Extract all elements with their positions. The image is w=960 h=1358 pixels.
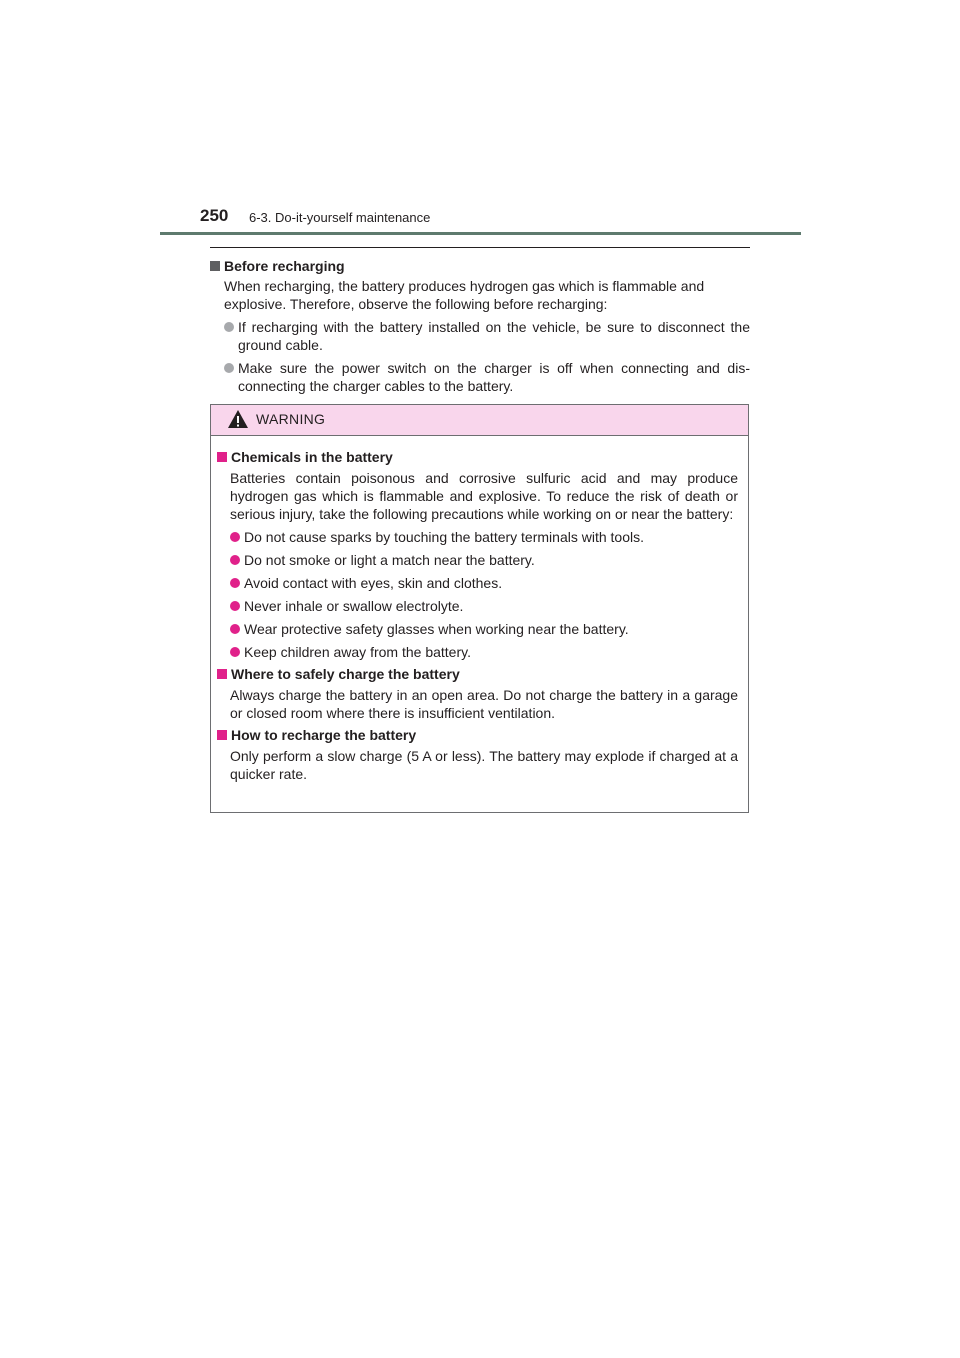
page-header (160, 204, 801, 238)
list-item: Wear protective safety glasses when working near the battery. (217, 620, 738, 638)
before-recharging-intro: When recharging, the battery produces hydrogen gas which is flammable and explosive. Therefore, observe the following before recharging: (224, 278, 705, 312)
where-to-charge-text: Always charge the battery in an open area. Do not charge the battery in a garage or closed room where there is insufficient ventilation. (230, 687, 738, 721)
before-recharging-section (210, 247, 750, 395)
warning-box (210, 404, 749, 813)
square-bullet-icon (210, 261, 220, 271)
warning-label: WARNING (256, 411, 326, 427)
how-to-recharge-text: Only perform a slow charge (5 A or less). The battery may explode if charged at a quicker rate. (230, 748, 738, 782)
list-item: Do not smoke or light a match near the battery. (217, 551, 738, 569)
square-bullet-icon (217, 669, 227, 679)
circle-bullet-icon (224, 363, 234, 373)
section-divider (210, 247, 750, 248)
list-item: Make sure the power switch on the charger is off when connecting and dis-connecting the charger cables to the battery. (210, 359, 750, 395)
circle-bullet-icon (230, 624, 240, 634)
list-item: Do not cause sparks by touching the battery terminals with tools. (217, 528, 738, 546)
warning-header (211, 405, 748, 436)
circle-bullet-icon (230, 532, 240, 542)
subheading-before-recharging: Before recharging (210, 257, 750, 275)
circle-bullet-icon (224, 322, 234, 332)
list-item: Keep children away from the battery. (217, 643, 738, 661)
list-item: Never inhale or swallow electrolyte. (217, 597, 738, 615)
chemicals-text: Batteries contain poisonous and corrosive sulfuric acid and may produce hydrogen gas which is flammable and explosive. To reduce the risk of death or serious injury, take the following precautions while working on or near the battery: (230, 470, 738, 522)
warning-triangle-icon (227, 409, 249, 429)
page-number: 250 (200, 206, 229, 225)
circle-bullet-icon (230, 555, 240, 565)
section-title: 6-3. Do-it-yourself maintenance (249, 210, 431, 225)
circle-bullet-icon (230, 601, 240, 611)
header-rule (160, 232, 801, 235)
subheading-how-to-recharge: How to recharge the battery (217, 726, 738, 744)
warning-body (211, 436, 748, 783)
circle-bullet-icon (230, 578, 240, 588)
square-bullet-icon (217, 452, 227, 462)
list-item: If recharging with the battery installed on the vehicle, be sure to disconnect the ground cable. (210, 318, 750, 354)
circle-bullet-icon (230, 647, 240, 657)
square-bullet-icon (217, 730, 227, 740)
subheading-where-to-charge: Where to safely charge the battery (217, 665, 738, 683)
list-item: Avoid contact with eyes, skin and clothes. (217, 574, 738, 592)
subheading-chemicals: Chemicals in the battery (217, 448, 738, 466)
